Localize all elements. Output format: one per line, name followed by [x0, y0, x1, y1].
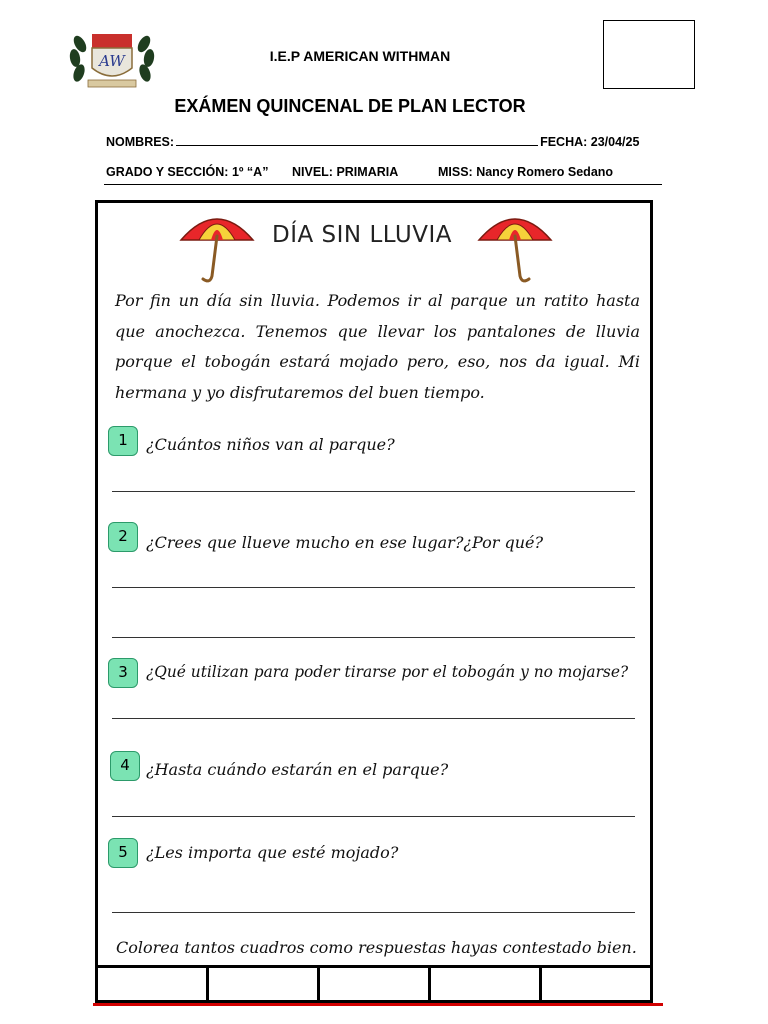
- answer-line[interactable]: [112, 912, 635, 913]
- score-box[interactable]: [320, 968, 431, 1000]
- nivel-label: NIVEL: PRIMARIA: [292, 165, 399, 179]
- score-box[interactable]: [542, 968, 650, 1000]
- score-box[interactable]: [98, 968, 209, 1000]
- question-number-badge: 2: [108, 522, 138, 552]
- question-text: ¿Cuántos niños van al parque?: [146, 435, 395, 454]
- answer-line[interactable]: [112, 718, 635, 719]
- grado-label: GRADO Y SECCIÓN: 1º “A”: [106, 165, 269, 179]
- answer-line[interactable]: [112, 491, 635, 492]
- question-text: ¿Les importa que esté mojado?: [146, 843, 399, 862]
- question-number-badge: 3: [108, 658, 138, 688]
- question-text: ¿Qué utilizan para poder tirarse por el tobogán y no mojarse?: [146, 663, 629, 681]
- fecha-label: FECHA: 23/04/25: [540, 135, 640, 149]
- nombres-row: [106, 134, 639, 149]
- photo-box: [603, 20, 695, 89]
- question-text: ¿Hasta cuándo estarán en el parque?: [146, 760, 449, 779]
- coloring-instruction: Colorea tantos cuadros como respuestas hayas contestado bien.: [116, 938, 637, 957]
- question-number-badge: 4: [110, 751, 140, 781]
- nombres-label: NOMBRES:: [106, 135, 175, 149]
- question-number-badge: 1: [108, 426, 138, 456]
- story-title: DÍA SIN LLUVIA: [272, 222, 453, 248]
- score-box[interactable]: [431, 968, 542, 1000]
- nombres-field[interactable]: [176, 134, 538, 146]
- question-text: ¿Crees que llueve mucho en ese lugar?¿Por qué?: [146, 533, 544, 552]
- score-boxes: [95, 965, 653, 1003]
- score-box[interactable]: [209, 968, 320, 1000]
- umbrella-icon: [178, 206, 256, 291]
- story-text: Por fin un día sin lluvia. Podemos ir al parque un ratito hasta que anochezca. Tenemos que llevar los pantalones de lluvia porque el tobogán estará mojado pero, eso, nos da igual. Mi hermana y yo disfrutaremos del buen tiempo.: [115, 291, 640, 402]
- answer-line[interactable]: [112, 637, 635, 638]
- miss-label: MISS: Nancy Romero Sedano: [438, 165, 614, 179]
- bottom-red-rule: [93, 1003, 663, 1006]
- question-number-badge: 5: [108, 838, 138, 868]
- exam-title: EXÁMEN QUINCENAL DE PLAN LECTOR: [174, 96, 526, 116]
- answer-line[interactable]: [112, 587, 635, 588]
- svg-text:AW: AW: [99, 52, 125, 70]
- school-name: I.E.P AMERICAN WITHMAN: [269, 48, 451, 64]
- school-logo: [66, 24, 158, 92]
- umbrella-icon: [476, 206, 554, 291]
- info-divider: [104, 184, 662, 185]
- answer-line[interactable]: [112, 816, 635, 817]
